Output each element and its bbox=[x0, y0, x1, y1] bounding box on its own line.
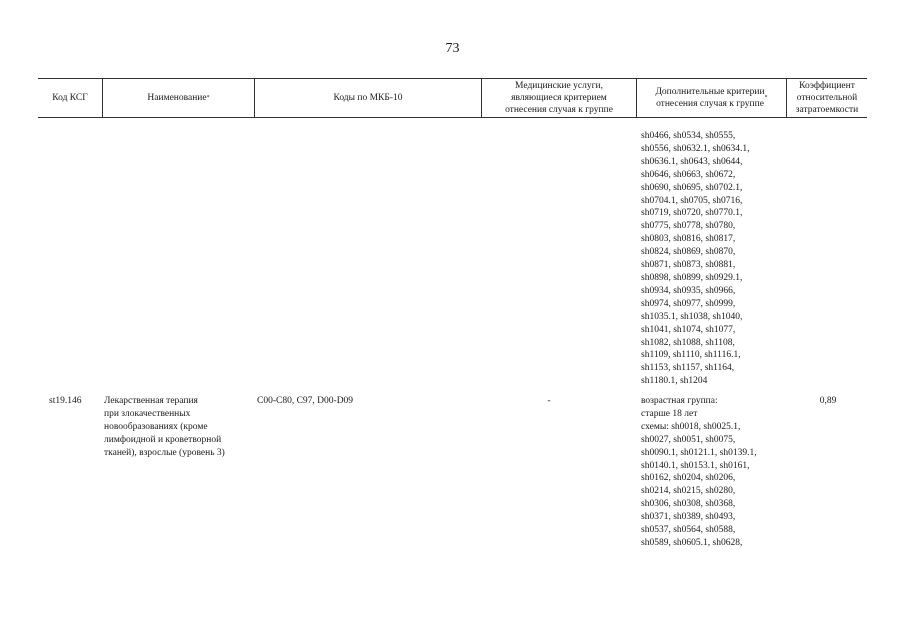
ksg-table bbox=[38, 78, 867, 118]
header-coef bbox=[787, 79, 867, 117]
header-name: Наименование * bbox=[103, 79, 255, 117]
continued-criteria-cell: sh0466, sh0534, sh0555, sh0556, sh0632.1, sh0634.1, sh0636.1, sh0643, sh0644, sh0646, sh0663, sh0672, sh0690, sh0695, sh0702.1, sh0704.1, sh0705, sh0716, sh0719, sh0720, sh0770.1, sh0775, sh0778, sh0780, sh0803, sh0816, sh0817, sh0824, sh0869, sh0870, sh0871, sh0873, sh0881, sh0898, sh0899, sh0929.1, sh0934, sh0935, sh0966, sh0974, sh0977, sh0999, sh1035.1, sh1038, sh1040, sh1041, sh1074, sh1077, sh1082, sh1088, sh1108, sh1109, sh1110, sh1116.1, sh1153, sh1157, sh1164, sh1180.1, sh1204 bbox=[641, 131, 750, 387]
header-name-label: Наименование bbox=[147, 93, 207, 103]
header-coef-label: Коэффициент относительной затратоемкости bbox=[795, 81, 859, 115]
row-coef: 0,89 bbox=[819, 396, 837, 406]
header-criteria: Дополнительные критерии отнесения случая к группе * bbox=[637, 79, 787, 117]
row-criteria: возрастная группа: старше 18 лет схемы: sh0018, sh0025.1, sh0027, sh0051, sh0075, sh0090.1, sh0121.1, sh0139.1, sh0140.1, sh0153.1, sh0161, sh0162, sh0204, sh0206, sh0214, sh0215, sh0280, sh0306, sh0308, sh0368, sh0371, sh0389, sh0493, sh0537, sh0564, sh0588, sh0589, sh0605.1, sh0628, bbox=[641, 396, 757, 548]
header-mkb-label: Коды по МКБ-10 bbox=[333, 93, 403, 103]
row-name: Лекарственная терапия при злокачественных новообразованиях (кроме лимфоидной и кроветворной тканей), взрослые (уровень 3) bbox=[104, 396, 225, 458]
header-code bbox=[38, 79, 103, 117]
header-code-label: Код КСГ bbox=[52, 93, 88, 103]
table-header bbox=[38, 78, 867, 118]
header-services-label: Медицинские услуги, являющиеся критерием отнесения случая к группе bbox=[505, 81, 613, 115]
row-code: st19.146 bbox=[49, 396, 82, 406]
row-services: - bbox=[547, 396, 551, 406]
header-services bbox=[482, 79, 637, 117]
page-number: 73 bbox=[445, 41, 460, 56]
row-mkb: C00-C80, C97, D00-D09 bbox=[257, 396, 354, 406]
header-mkb bbox=[255, 79, 482, 117]
header-criteria-label: Дополнительные критерии отнесения случая к группе bbox=[655, 87, 765, 109]
